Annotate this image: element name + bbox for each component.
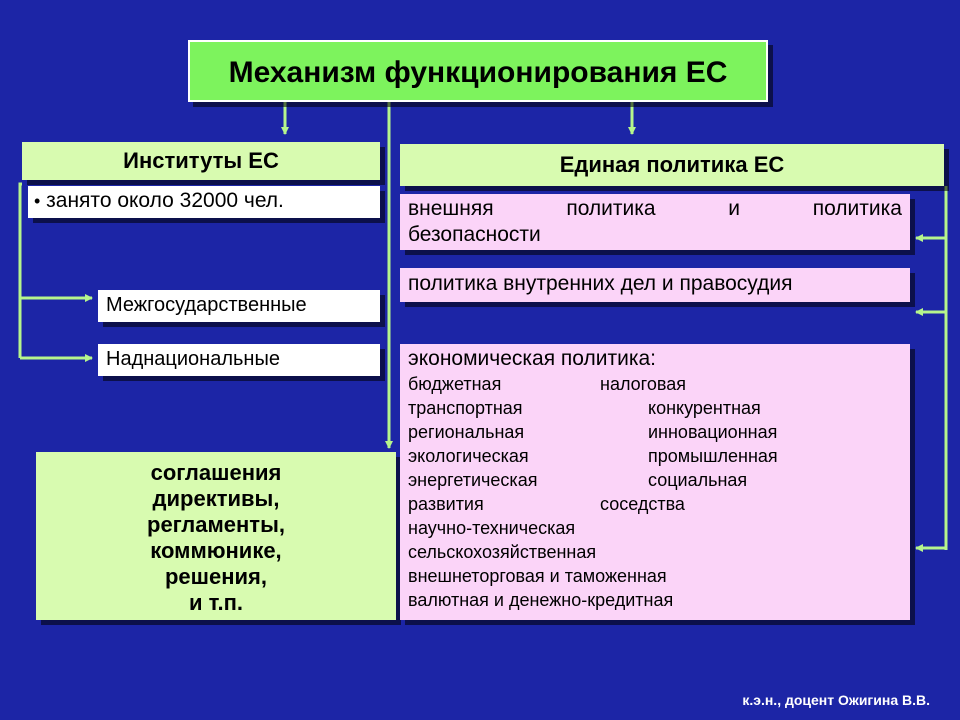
economic-policy-item: научно-техническая (408, 518, 576, 538)
foreign-word: и (728, 197, 741, 220)
doc-item: регламенты, (147, 512, 285, 537)
economic-policy-item: экологическая (408, 446, 529, 466)
page-title: Механизм функционирования ЕС (188, 40, 768, 102)
economic-policy-row (408, 372, 902, 396)
economic-policy-row (408, 492, 902, 516)
internal-policy-box: политика внутренних дел и правосудия (400, 268, 910, 302)
doc-item: решения, (164, 564, 267, 589)
doc-item: и т.п. (189, 590, 243, 615)
intergovernmental-label: Межгосударственные (98, 290, 380, 322)
staff-info (28, 186, 380, 218)
foreign-word: политика (566, 197, 656, 220)
economic-policy-item: инновационная (648, 422, 778, 442)
doc-item: соглашения (150, 460, 282, 485)
foreign-policy-line2: безопасности (408, 223, 541, 246)
foreign-policy-box (400, 194, 910, 250)
doc-item: директивы, (152, 486, 280, 511)
economic-policy-box (400, 344, 910, 620)
bullet: • (34, 191, 41, 211)
economic-policy-row (408, 588, 902, 612)
economic-policy-header: экономическая политика: (408, 347, 657, 370)
economic-policy-item: внешнеторговая и таможенная (408, 566, 667, 586)
documents-box (36, 452, 396, 620)
economic-policy-row (408, 564, 902, 588)
economic-policy-item: бюджетная (408, 374, 502, 394)
economic-policy-item: энергетическая (408, 470, 538, 490)
economic-policy-item: соседства (600, 494, 685, 514)
economic-policy-row (408, 420, 902, 444)
institutions-bracket (20, 184, 22, 358)
foreign-word: политика (812, 197, 902, 220)
economic-policy-row (408, 468, 902, 492)
foreign-policy-line1 (408, 196, 902, 222)
policy-header: Единая политика ЕС (400, 144, 944, 186)
economic-policy-item: региональная (408, 422, 525, 442)
economic-policy-row (408, 516, 902, 540)
economic-policy-item: конкурентная (648, 398, 761, 418)
economic-policy-item: промышленная (648, 446, 778, 466)
economic-policy-item: развития (408, 494, 484, 514)
staff-text: занято около 32000 чел. (46, 189, 284, 212)
economic-policy-item: сельскохозяйственная (408, 542, 597, 562)
supranational-label: Наднациональные (98, 344, 380, 376)
doc-item: коммюнике, (150, 538, 282, 563)
economic-policy-item: валютная и денежно-кредитная (408, 590, 674, 610)
economic-policy-row (408, 540, 902, 564)
economic-policy-item: налоговая (600, 374, 686, 394)
economic-policy-row (408, 396, 902, 420)
economic-policy-list (408, 372, 902, 612)
economic-policy-row (408, 444, 902, 468)
foreign-word: внешняя (408, 197, 494, 220)
economic-policy-item: социальная (648, 470, 748, 490)
institutions-header: Институты ЕС (22, 142, 380, 180)
economic-policy-item: транспортная (408, 398, 523, 418)
author-credit: к.э.н., доцент Ожигина В.В. (742, 692, 930, 708)
